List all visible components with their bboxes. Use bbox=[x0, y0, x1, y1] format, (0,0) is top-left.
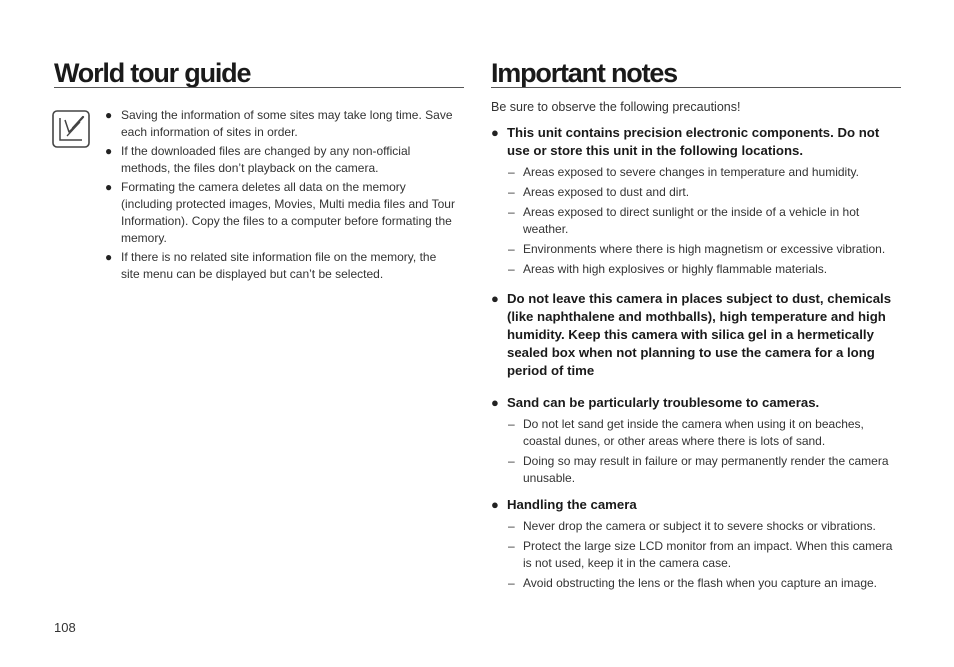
right-title-rule bbox=[491, 87, 901, 88]
note-icon bbox=[52, 110, 90, 148]
dash-icon: – bbox=[508, 242, 515, 256]
section-heading bbox=[491, 394, 903, 412]
bullet-icon: ● bbox=[105, 108, 113, 122]
item-text: Never drop the camera or subject it to severe shocks or vibrations. bbox=[523, 519, 876, 533]
dash-icon: – bbox=[508, 576, 515, 590]
list-item bbox=[491, 204, 903, 238]
item-text: Doing so may result in failure or may permanently render the camera unusable. bbox=[523, 454, 889, 485]
list-item bbox=[105, 143, 457, 177]
list-item bbox=[491, 416, 903, 450]
list-item bbox=[105, 249, 457, 283]
dash-icon: – bbox=[508, 205, 515, 219]
item-text: Areas exposed to dust and dirt. bbox=[523, 185, 690, 199]
item-text: Areas exposed to direct sunlight or the inside of a vehicle in hot weather. bbox=[523, 205, 860, 236]
note-text: Saving the information of some sites may take long time. Save each information of sites in order. bbox=[121, 108, 453, 139]
bullet-icon: ● bbox=[491, 395, 499, 410]
right-page-title: Important notes bbox=[491, 58, 678, 88]
bullet-icon: ● bbox=[105, 250, 113, 264]
list-item bbox=[491, 518, 903, 535]
bullet-icon: ● bbox=[491, 291, 499, 306]
list-item bbox=[105, 107, 457, 141]
dash-icon: – bbox=[508, 165, 515, 179]
left-page-title: World tour guide bbox=[54, 58, 251, 88]
list-item bbox=[491, 164, 903, 181]
list-item bbox=[491, 241, 903, 258]
right-column bbox=[491, 99, 903, 595]
dash-icon: – bbox=[508, 519, 515, 533]
item-text: Environments where there is high magnetism or excessive vibration. bbox=[523, 242, 886, 256]
precaution-section bbox=[491, 124, 903, 278]
sub-list bbox=[491, 416, 903, 487]
precaution-section bbox=[491, 394, 903, 487]
dash-icon: – bbox=[508, 417, 515, 431]
item-text: Areas with high explosives or highly flammable materials. bbox=[523, 262, 828, 276]
bullet-icon: ● bbox=[491, 125, 499, 140]
note-text: Formating the camera deletes all data on the memory (including protected images, Movies, Multi media files and Tour Information). Copy the files to a computer before formating the memory. bbox=[121, 180, 455, 245]
section-heading-text: Sand can be particularly troublesome to cameras. bbox=[507, 395, 820, 410]
dash-icon: – bbox=[508, 454, 515, 468]
dash-icon: – bbox=[508, 539, 515, 553]
note-text: If there is no related site information file on the memory, the site menu can be displayed but can’t be selected. bbox=[121, 250, 437, 281]
left-title-rule bbox=[54, 87, 464, 88]
section-heading-text: Handling the camera bbox=[507, 497, 637, 512]
list-item bbox=[105, 179, 457, 247]
list-item bbox=[491, 184, 903, 201]
dash-icon: – bbox=[508, 185, 515, 199]
list-item bbox=[491, 538, 903, 572]
left-notes-list bbox=[105, 107, 457, 285]
note-text: If the downloaded files are changed by any non-official methods, the files don’t playback on the camera. bbox=[121, 144, 411, 175]
sub-list bbox=[491, 518, 903, 592]
item-text: Do not let sand get inside the camera when using it on beaches, coastal dunes, or other areas where there is lots of sand. bbox=[523, 417, 864, 448]
dash-icon: – bbox=[508, 262, 515, 276]
section-heading-text: Do not leave this camera in places subject to dust, chemicals (like naphthalene and mothballs), high temperature and high humidity. Keep this camera with silica gel in a hermetically sealed box when not planning to use the camera for a long period of time bbox=[507, 291, 892, 378]
sub-list bbox=[491, 164, 903, 278]
section-heading bbox=[491, 124, 903, 160]
bullet-icon: ● bbox=[491, 497, 499, 512]
list-item bbox=[491, 575, 903, 592]
section-heading bbox=[491, 290, 903, 380]
item-text: Areas exposed to severe changes in temperature and humidity. bbox=[523, 165, 859, 179]
item-text: Avoid obstructing the lens or the flash when you capture an image. bbox=[523, 576, 877, 590]
list-item bbox=[491, 261, 903, 278]
precaution-section bbox=[491, 290, 903, 380]
intro-text: Be sure to observe the following precautions! bbox=[491, 100, 741, 114]
section-heading bbox=[491, 496, 903, 514]
item-text: Protect the large size LCD monitor from an impact. When this camera is not used, keep it in the camera case. bbox=[523, 539, 893, 570]
list-item bbox=[491, 453, 903, 487]
bullet-icon: ● bbox=[105, 144, 113, 158]
bullet-icon: ● bbox=[105, 180, 113, 194]
precaution-section bbox=[491, 496, 903, 592]
section-heading-text: This unit contains precision electronic components. Do not use or store this unit in the following locations. bbox=[507, 125, 880, 158]
page-number: 108 bbox=[54, 620, 76, 635]
